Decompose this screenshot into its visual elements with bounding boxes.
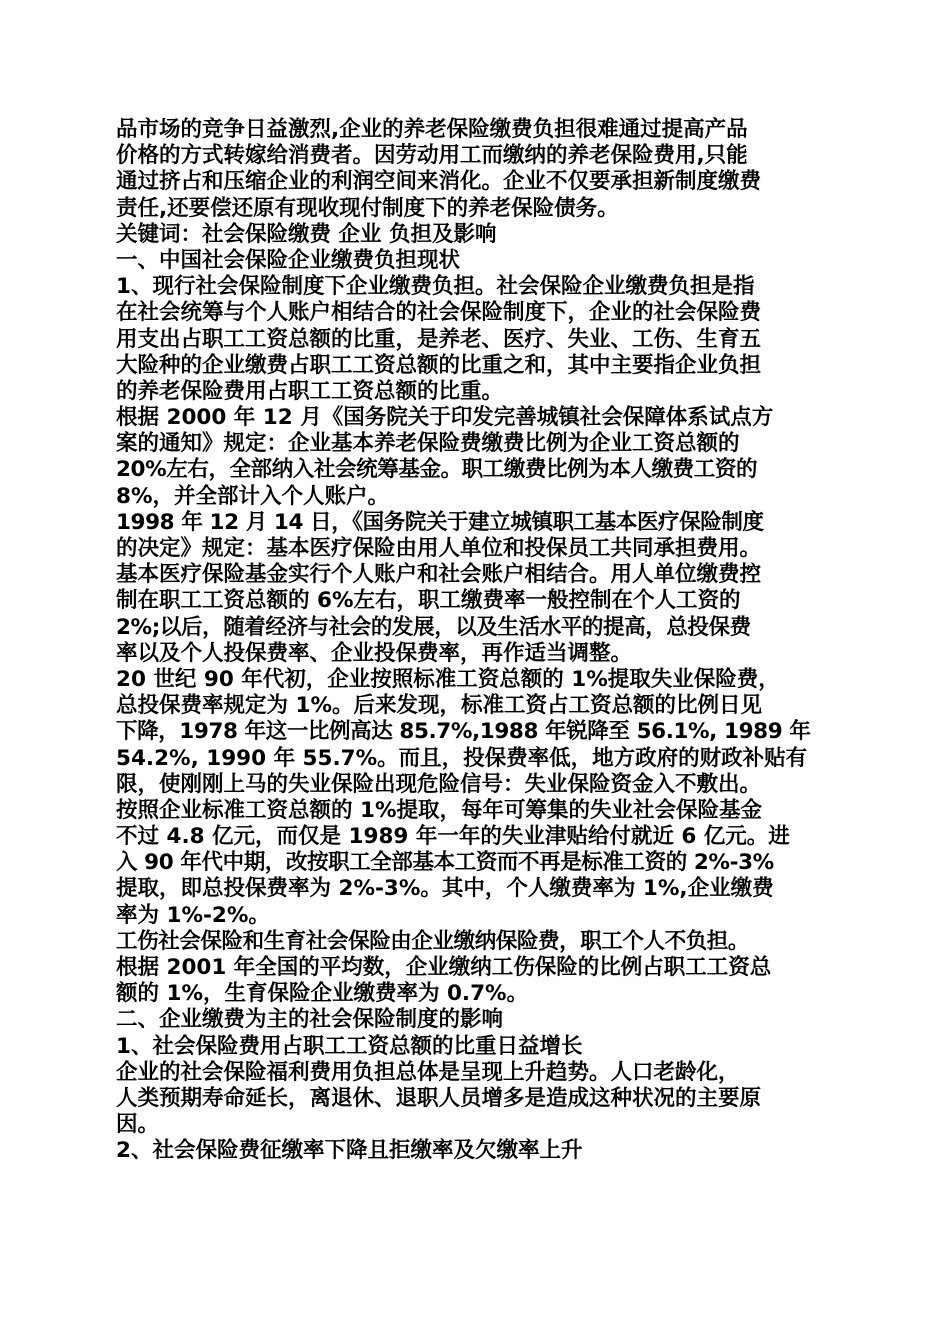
text-line: 在社会统筹与个人账户相结合的社会保险制度下，企业的社会保险费 [116, 300, 762, 326]
text-line: 基本医疗保险基金实行个人账户和社会账户相结合。用人单位缴费控 [116, 562, 762, 588]
section-heading-2: 二、企业缴费为主的社会保险制度的影响 [116, 1007, 504, 1033]
text-line: 因。 [116, 1112, 160, 1138]
text-line: 下降，1978 年这一比例高达 85.7%,1988 年锐降至 56.1%, 1989 年 [116, 719, 811, 745]
keywords-line: 关键词：社会保险缴费 企业 负担及影响 [116, 221, 497, 247]
text-line: 用支出占职工工资总额的比重，是养老、医疗、失业、工伤、生育五 [116, 326, 762, 352]
text-line: 8%，并全部计入个人账户。 [116, 483, 390, 509]
text-line: 率为 1%-2%。 [116, 902, 270, 928]
text-line: 提取，即总投保费率为 2%-3%。其中，个人缴费率为 1%,企业缴费 [116, 876, 774, 902]
section-heading-1: 一、中国社会保险企业缴费负担现状 [116, 247, 461, 273]
text-line: 企业的社会保险福利费用负担总体是呈现上升趋势。人口老龄化， [116, 1059, 740, 1085]
text-line: 20%左右，全部纳入社会统筹基金。职工缴费比例为本人缴费工资的 [116, 457, 758, 483]
text-line: 通过挤占和压缩企业的利润空间来消化。企业不仅要承担新制度缴费 [116, 169, 762, 195]
text-line: 的养老保险费用占职工工资总额的比重。 [116, 378, 504, 404]
text-line: 入 90 年代中期，改按职工全部基本工资而不再是标准工资的 2%-3% [116, 850, 774, 876]
text-line: 工伤社会保险和生育社会保险由企业缴纳保险费，职工个人不负担。 [116, 928, 750, 954]
text-line: 制在职工工资总额的 6%左右，职工缴费率一般控制在个人工资的 [116, 588, 741, 614]
text-line: 根据 2000 年 12 月《国务院关于印发完善城镇社会保障体系试点方 [116, 405, 774, 431]
text-line: 率以及个人投保费率、企业投保费率，再作适当调整。 [116, 640, 633, 666]
text-line: 案的通知》规定：企业基本养老保险费缴费比例为企业工资总额的 [116, 431, 740, 457]
text-line: 1、现行社会保险制度下企业缴费负担。社会保险企业缴费负担是指 [116, 274, 755, 300]
text-line: 限，使刚刚上马的失业保险出现危险信号：失业保险资金入不敷出。 [116, 771, 762, 797]
text-line: 20 世纪 90 年代初，企业按照标准工资总额的 1%提取失业保险费， [116, 666, 780, 692]
subsection-heading-1: 1、社会保险费用占职工工资总额的比重日益增长 [116, 1033, 583, 1059]
text-line: 价格的方式转嫁给消费者。因劳动用工而缴纳的养老保险费用,只能 [116, 143, 748, 169]
text-line: 大险种的企业缴费占职工工资总额的比重之和，其中主要指企业负担 [116, 352, 762, 378]
text-line: 品市场的竞争日益激烈,企业的养老保险缴费负担很难通过提高产品 [116, 117, 748, 142]
text-line: 总投保费率规定为 1%。后来发现，标准工资占工资总额的比例日见 [116, 693, 762, 719]
text-line: 额的 1%，生育保险企业缴费率为 0.7%。 [116, 981, 529, 1007]
subsection-heading-2: 2、社会保险费征缴率下降且拒缴率及欠缴率上升 [116, 1138, 583, 1164]
text-line: 1998 年 12 月 14 日，《国务院关于建立城镇职工基本医疗保险制度 [116, 509, 764, 535]
text-line: 按照企业标准工资总额的 1%提取，每年可筹集的失业社会保险基金 [116, 797, 762, 823]
text-line: 责任,还要偿还原有现收现付制度下的养老保险债务。 [116, 195, 619, 221]
text-line: 54.2%, 1990 年 55.7%。而且，投保费率低，地方政府的财政补贴有 [116, 745, 808, 771]
text-line: 不过 4.8 亿元，而仅是 1989 年一年的失业津贴给付就近 6 亿元。进 [116, 824, 790, 850]
text-line: 的决定》规定：基本医疗保险由用人单位和投保员工共同承担费用。 [116, 536, 762, 561]
text-line: 2%;以后，随着经济与社会的发展，以及生活水平的提高，总投保费 [116, 614, 751, 640]
document-body [116, 117, 836, 1165]
text-line: 人类预期寿命延长，离退休、退职人员增多是造成这种状况的主要原 [116, 1085, 762, 1111]
text-line: 根据 2001 年全国的平均数，企业缴纳工伤保险的比例占职工工资总 [116, 955, 772, 980]
